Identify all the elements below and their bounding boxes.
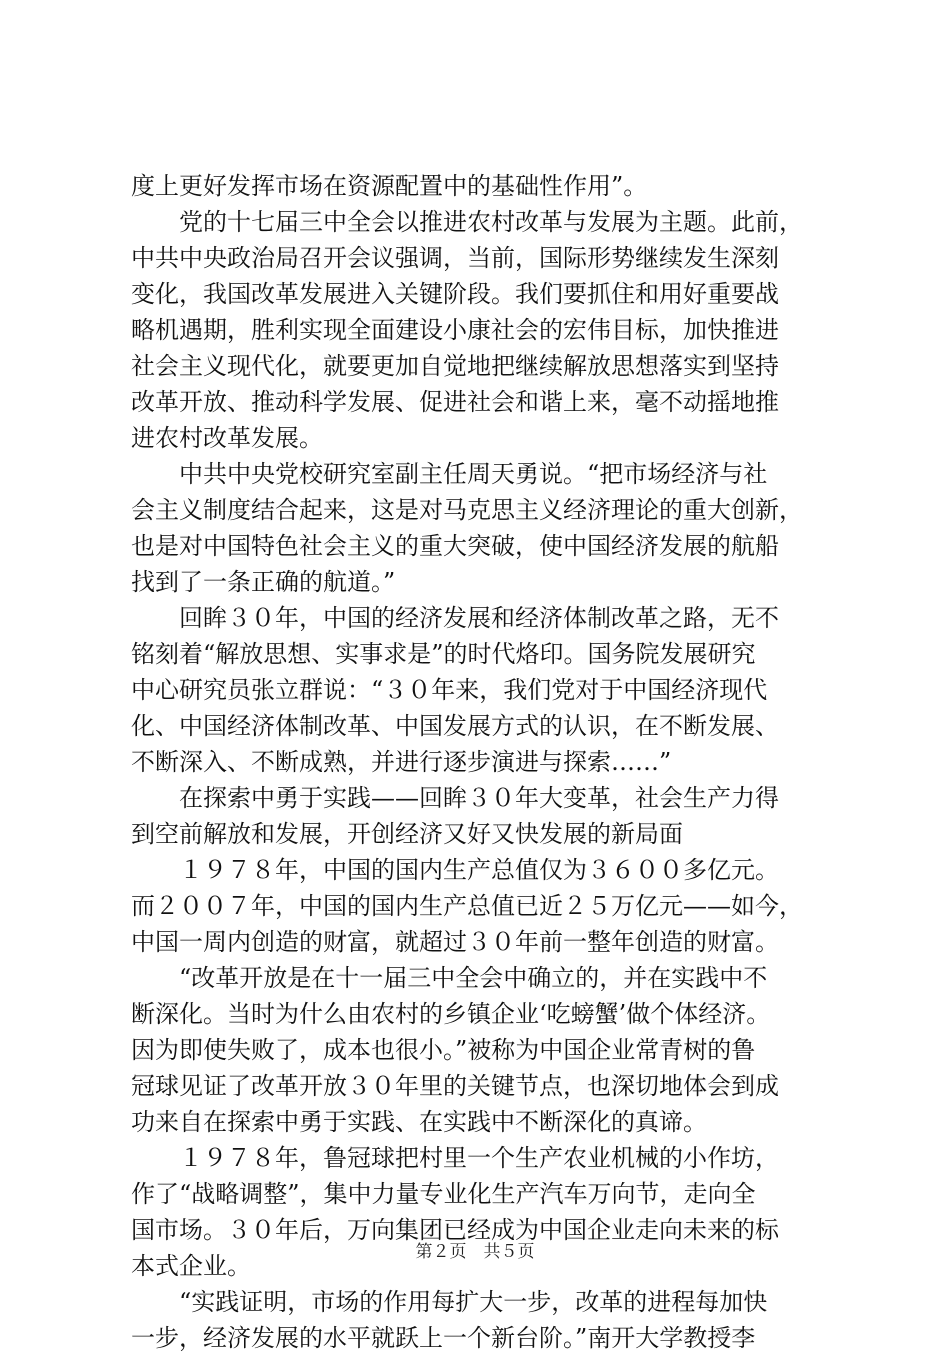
text-line: 略机遇期，胜利实现全面建设小康社会的宏伟目标，加快推进: [131, 316, 779, 344]
text-line: 在探索中勇于实践——回眸３０年大变革，社会生产力得: [131, 784, 779, 812]
text-line: 因为即使失败了，成本也很小。”被称为中国企业常青树的鲁: [131, 1036, 756, 1064]
text-line: 作了“战略调整”，集中力量专业化生产汽车万向节，走向全: [131, 1180, 756, 1208]
text-line: 功来自在探索中勇于实践、在实践中不断深化的真谛。: [131, 1108, 707, 1136]
text-line: 化、中国经济体制改革、中国发展方式的认识，在不断发展、: [131, 712, 779, 740]
text-line: 国市场。３０年后，万向集团已经成为中国企业走向未来的标: [131, 1216, 779, 1244]
text-line: 进农村改革发展。: [131, 424, 323, 452]
text-line: 中共中央政治局召开会议强调，当前，国际形势继续发生深刻: [131, 244, 779, 272]
text-line: 党的十七届三中全会以推进农村改革与发展为主题。此前，: [131, 208, 803, 236]
text-line: 本式企业。: [131, 1252, 251, 1280]
text-line: 变化，我国改革发展进入关键阶段。我们要抓住和用好重要战: [131, 280, 779, 308]
text-line: 中共中央党校研究室副主任周天勇说。“把市场经济与社: [131, 460, 768, 488]
text-line: 回眸３０年，中国的经济发展和经济体制改革之路，无不: [131, 604, 779, 632]
text-line: 会主义制度结合起来，这是对马克思主义经济理论的重大创新，: [131, 496, 803, 524]
text-line: 不断深入、不断成熟，并进行逐步演进与探索……”: [131, 748, 672, 776]
text-line: 中心研究员张立群说：“３０年来，我们党对于中国经济现代: [131, 676, 768, 704]
text-line: 度上更好发挥市场在资源配置中的基础性作用”。: [131, 172, 648, 200]
document-body: [131, 168, 831, 1356]
text-line: 找到了一条正确的航道。”: [131, 568, 396, 596]
text-line: 社会主义现代化，就要更加自觉地把继续解放思想落实到坚持: [131, 352, 779, 380]
text-line: 冠球见证了改革开放３０年里的关键节点，也深切地体会到成: [131, 1072, 779, 1100]
text-line: １９７８年，中国的国内生产总值仅为３６００多亿元。: [131, 856, 779, 884]
text-line: 改革开放、推动科学发展、促进社会和谐上来，毫不动摇地推: [131, 388, 779, 416]
text-line: １９７８年，鲁冠球把村里一个生产农业机械的小作坊，: [131, 1144, 779, 1172]
text-line: 中国一周内创造的财富，就超过３０年前一整年创造的财富。: [131, 928, 779, 956]
text-line: “实践证明，市场的作用每扩大一步，改革的进程每加快: [131, 1288, 768, 1316]
page-footer: 第２页 共５页: [415, 1242, 535, 1262]
text-line: 也是对中国特色社会主义的重大突破，使中国经济发展的航船: [131, 532, 779, 560]
text-line: 铭刻着“解放思想、实事求是”的时代烙印。国务院发展研究: [131, 640, 756, 668]
text-line: 而２００７年，中国的国内生产总值已近２５万亿元——如今，: [131, 892, 803, 920]
text-line: 断深化。当时为什么由农村的乡镇企业‘吃螃蟹’做个体经济。: [131, 1000, 771, 1028]
text-line: 到空前解放和发展，开创经济又好又快发展的新局面: [131, 820, 683, 848]
text-line: 一步，经济发展的水平就跃上一个新台阶。”南开大学教授李: [131, 1324, 756, 1352]
text-line: “改革开放是在十一届三中全会中确立的，并在实践中不: [131, 964, 768, 992]
